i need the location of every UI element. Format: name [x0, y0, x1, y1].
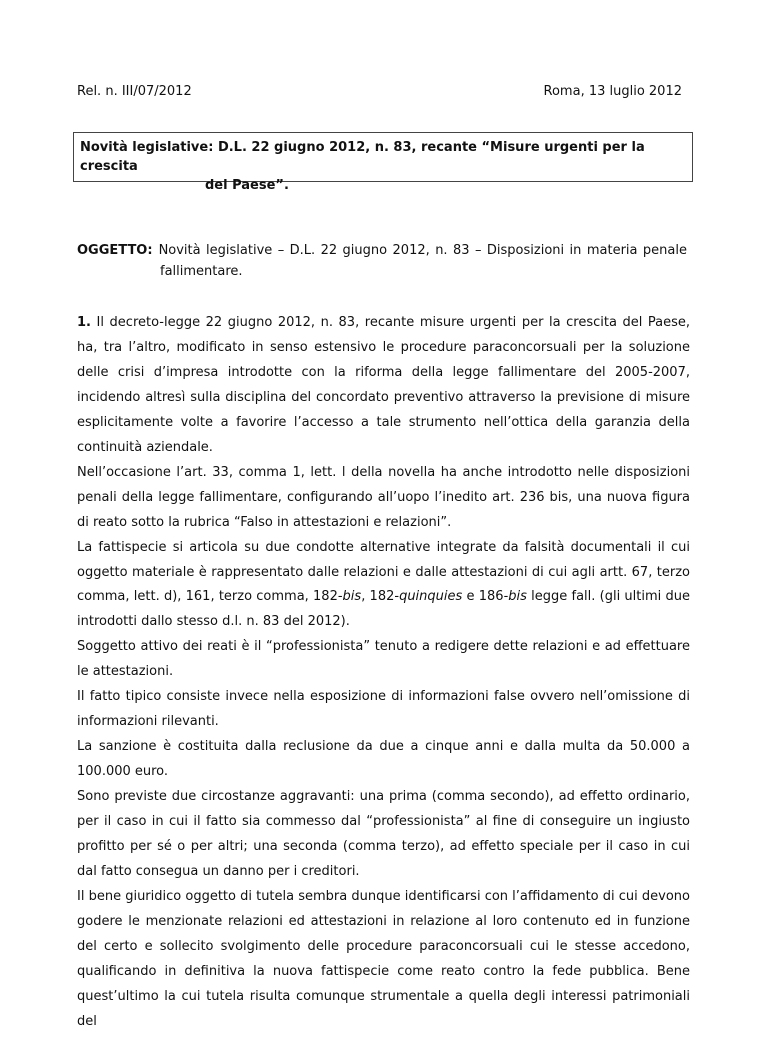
section-number: 1.	[77, 315, 91, 330]
reference-number: Rel. n. III/07/2012	[77, 84, 192, 99]
paragraph-6: La sanzione è costituita dalla reclusione da due a cinque anni e dalla multa da 50.000 a 100.000 euro.	[77, 739, 690, 780]
paragraph-2: Nell’occasione l’art. 33, comma 1, lett. l della novella ha anche introdotto nelle disposizioni penali della legge fallimentare, configurando all’uopo l’inedito art. 236 bis, una nuova figura di reato sotto la rubrica “Falso in attestazioni e relazioni”.	[77, 464, 690, 530]
paragraph-3	[77, 536, 690, 636]
title-line-1: Novità legislative: D.L. 22 giugno 2012, n. 83, recante “Misure urgenti per la crescita	[80, 140, 645, 174]
p3-bis-2: bis	[508, 589, 527, 605]
subject-line-2: fallimentare.	[160, 264, 243, 279]
paragraph-1	[77, 311, 690, 461]
p3-part-d: legge fall. (gli ultimi due introdotti dallo stesso d.l. n. 83 del 2012).	[77, 589, 690, 630]
paragraph-5: Il fatto tipico consiste invece nella esposizione di informazioni false ovvero nell’omissione di informazioni rilevanti.	[77, 689, 690, 730]
paragraph-4: Soggetto attivo dei reati è il “professionista” tenuto a redigere dette relazioni e ad effettuare le attestazioni.	[77, 639, 690, 680]
paragraph-8: Il bene giuridico oggetto di tutela sembra dunque identificarsi con l’affidamento di cui devono godere le menzionate relazioni ed attestazioni in relazione al loro contenuto ed in funzione del certo e sollecito svolgimento delle procedure paraconcorsuali cui le stesse accedono, qualificando in definitiva la nuova fattispecie come reato contro la fede pubblica. Bene quest’ultimo la cui tutela risulta comunque strumentale a quella degli interessi patrimoniali del	[77, 888, 690, 1029]
p3-quinquies: quinquies	[399, 589, 463, 605]
paragraph-7: Sono previste due circostanze aggravanti: una prima (comma secondo), ad effetto ordinario, per il caso in cui il fatto sia commesso dal “professionista” al fine di conseguire un ingiusto profitto per sé o per altri; una seconda (comma terzo), ad effetto speciale per il caso in cui dal fatto consegua un danno per i creditori.	[77, 789, 690, 879]
p3-part-b: , 182-	[361, 589, 400, 605]
p3-bis-1: bis	[342, 589, 362, 605]
subject-block	[77, 240, 687, 282]
title-line-2: del Paese”.	[205, 178, 289, 193]
title-box	[73, 132, 693, 193]
p3-part-c: e 186-	[462, 589, 509, 605]
p3-part-a: La fattispecie si articola su due condotte alternative integrate da falsità documentali il cui oggetto materiale è rappresentato dalle relazioni e dalle attestazioni di cui agli artt. 67, terzo comma, lett. d), 161, terzo comma, 182-	[77, 539, 690, 605]
place-date: Roma, 13 luglio 2012	[543, 84, 682, 99]
body-text	[77, 311, 690, 1060]
subject-label: OGGETTO:	[77, 243, 153, 258]
subject-line-1: Novità legislative – D.L. 22 giugno 2012, n. 83 – Disposizioni in materia penale	[158, 243, 687, 258]
paragraph-1-text: Il decreto-legge 22 giugno 2012, n. 83, recante misure urgenti per la crescita del Paese, ha, tra l’altro, modificato in senso estensivo le procedure paraconcorsuali per la soluzione delle crisi d’impresa introdotte con la riforma della legge fallimentare del 2005-2007, incidendo altresì sulla disciplina del concordato preventivo attraverso la previsione di misure esplicitamente volte a favorire l’accesso a tale strumento nell’ottica della garanzia della continuità aziendale.	[77, 315, 691, 455]
